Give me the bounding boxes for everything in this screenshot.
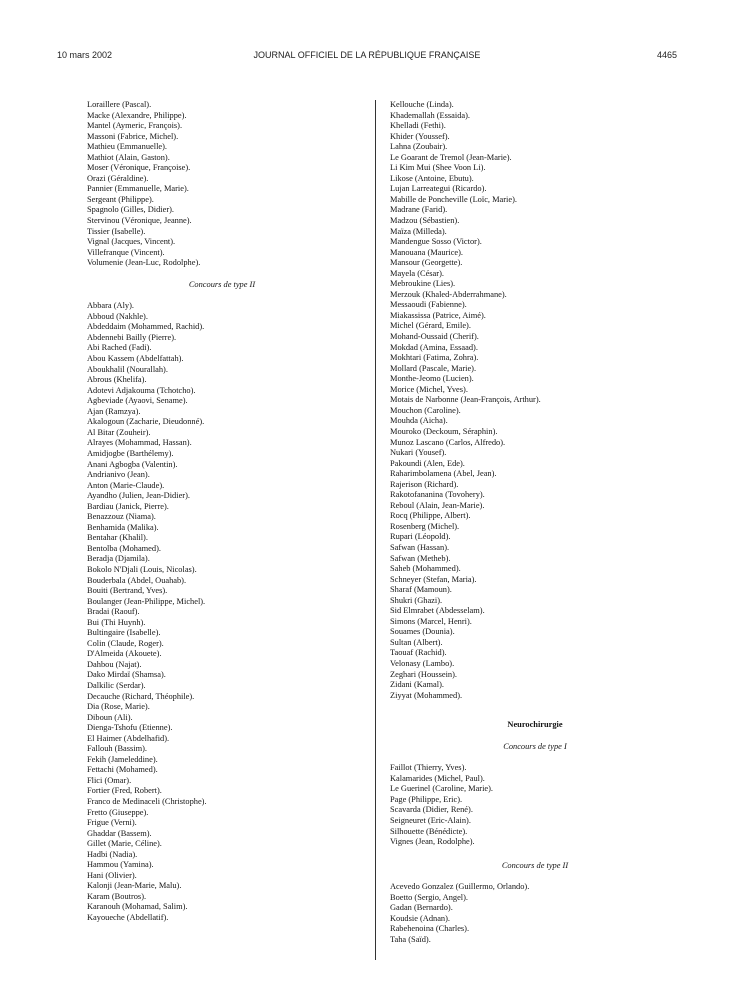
list-item: Mokdad (Amina, Essaad). (390, 342, 478, 352)
list-item: Dalkilic (Serdar). (87, 680, 146, 690)
page-header (57, 50, 677, 66)
list-item: Abrous (Khelifa). (87, 375, 147, 385)
list-item: Dienga-Tshofu (Etienne). (87, 723, 173, 733)
list-item: Boulanger (Jean-Philippe, Michel). (87, 596, 206, 606)
list-item: Anani Agbogba (Valentin). (87, 459, 178, 469)
list-item: Reboul (Alain, Jean-Marie). (390, 500, 485, 510)
list-item: Madrane (Farid). (390, 205, 448, 215)
list-item: Mantel (Aymeric, François). (87, 121, 183, 131)
list-item: Shukri (Ghazi). (390, 595, 443, 605)
list-item: Karam (Boutros). (87, 891, 147, 901)
list-item: Nukari (Yousef). (390, 448, 447, 458)
list-item: Rupari (Léopold). (390, 532, 451, 542)
list-item: Akalogoun (Zacharie, Dieudonné). (87, 417, 205, 427)
list-item: Abou Kassem (Abdelfattah). (87, 354, 184, 364)
list-item: Karanouh (Mohamad, Salim). (87, 902, 188, 912)
list-item: Mohand-Oussaid (Cherif). (390, 332, 479, 342)
list-item: Fallouh (Bassim). (87, 744, 148, 754)
list-item: Messaoudi (Fabienne). (390, 300, 467, 310)
list-item: Kellouche (Linda). (390, 100, 454, 109)
list-item: Dia (Rose, Marie). (87, 702, 150, 712)
list-item: Lahna (Zoubair). (390, 142, 448, 152)
list-item: Likose (Antoine, Ebutu). (390, 173, 474, 183)
list-item: Saheb (Mohammed). (390, 564, 461, 574)
list-item: Motais de Narbonne (Jean-François, Arthur). (390, 395, 541, 405)
list-item: Ghaddar (Bassem). (87, 828, 152, 838)
list-item: Mathieu (Emmanuelle). (87, 142, 168, 152)
list-item: Scavarda (Didier, René). (390, 805, 473, 815)
list-item: Silhouette (Bénédicte). (390, 826, 468, 836)
list-item: Benazzouz (Niama). (87, 512, 156, 522)
list-item: Miakassissa (Patrice, Aimé). (390, 310, 486, 320)
name-list (87, 100, 357, 269)
list-item: Alrayes (Mohammad, Hassan). (87, 438, 192, 448)
list-item: Michel (Gérard, Emile). (390, 321, 471, 331)
list-item: Taouaf (Rachid). (390, 648, 447, 658)
list-item: Mokhtari (Fatima, Zohra). (390, 353, 479, 363)
subheading: Concours de type I (503, 741, 567, 751)
list-item: Souames (Dounia). (390, 627, 455, 637)
list-item: Monthe-Jeomo (Lucien). (390, 374, 474, 384)
list-item: Velonasy (Lambo). (390, 658, 455, 668)
left-column (87, 100, 357, 924)
list-item: Stervinou (Véronique, Jeanne). (87, 216, 192, 226)
list-item: Amidjogbe (Barthélemy). (87, 448, 174, 458)
section-title: Neurochirurgie (507, 720, 563, 730)
list-item: Flici (Omar). (87, 775, 132, 785)
list-item: Simons (Marcel, Henri). (390, 616, 472, 626)
list-item: Khademallah (Essaida). (390, 110, 470, 120)
list-item: Sid Elmrabet (Abdesselam). (390, 606, 485, 616)
list-item: Manouana (Maurice). (390, 247, 464, 257)
list-item: Ajan (Ramzya). (87, 406, 141, 416)
list-item: Schneyer (Stefan, Maria). (390, 574, 477, 584)
list-item: Mayela (César). (390, 268, 444, 278)
list-item: Fortier (Fred, Robert). (87, 786, 162, 796)
list-item: Bokolo N'Djali (Louis, Nicolas). (87, 564, 197, 574)
list-item: Gillet (Marie, Céline). (87, 839, 162, 849)
list-item: Sultan (Albert). (390, 637, 443, 647)
subheading: Concours de type II (188, 279, 256, 289)
list-item: Mansour (Georgette). (390, 258, 463, 268)
list-item: Vignes (Jean, Rodolphe). (390, 837, 475, 847)
list-item: Dahbou (Najat). (87, 659, 142, 669)
list-item: Safwan (Hassan). (390, 542, 450, 552)
list-item: Hadbi (Nadia). (87, 849, 138, 859)
subheading: Concours de type II (501, 860, 569, 870)
column-divider (375, 100, 376, 960)
list-item: Acevedo Gonzalez (Guillermo, Orlando). (390, 882, 530, 892)
list-item: Maïza (Milleda). (390, 226, 447, 236)
list-item: Kalonji (Jean-Marie, Malu). (87, 881, 182, 891)
list-item: Ziyyat (Mohammed). (390, 690, 463, 700)
list-item: Morice (Michel, Yves). (390, 384, 468, 394)
list-item: Colin (Claude, Roger). (87, 638, 164, 648)
header-title: JOURNAL OFFICIEL DE LA RÉPUBLIQUE FRANÇAISE (253, 50, 481, 60)
list-item: Massoni (Fabrice, Michel). (87, 131, 179, 141)
list-item: Mandengue Sosso (Victor). (390, 237, 482, 247)
list-item: Frigue (Verni). (87, 818, 137, 828)
list-item: Vignal (Jacques, Vincent). (87, 237, 176, 247)
list-item: Loraillere (Pascal). (87, 100, 152, 109)
list-item: Li Kim Mui (Shee Voon Li). (390, 163, 486, 173)
list-item: Mouchon (Caroline). (390, 405, 461, 415)
list-item: Hammou (Yamina). (87, 860, 154, 870)
list-item: Munoz Lascano (Carlos, Alfredo). (390, 437, 506, 447)
list-item: Abboud (Nakhle). (87, 311, 148, 321)
list-item: Page (Philippe, Eric). (390, 794, 463, 804)
list-item: Safwan (Metheb). (390, 553, 451, 563)
list-item: Taha (Saïd). (390, 934, 431, 944)
list-item: Rakotofananina (Tovohery). (390, 490, 485, 500)
list-item: Orazi (Géraldine). (87, 173, 149, 183)
list-item: Rocq (Philippe, Albert). (390, 511, 471, 521)
list-item: Bradai (Raouf). (87, 607, 140, 617)
header-date: 10 mars 2002 (57, 50, 113, 60)
list-item: Mathiot (Alain, Gaston). (87, 152, 170, 162)
list-item: Anton (Marie-Claude). (87, 480, 165, 490)
list-item: Mebroukine (Lies). (390, 279, 456, 289)
list-item: Lujan Larreategui (Ricardo). (390, 184, 487, 194)
list-item: El Haimer (Abdelhafid). (87, 733, 170, 743)
list-item: Macke (Alexandre, Philippe). (87, 110, 187, 120)
list-item: Aboukhalil (Nourallah). (87, 364, 168, 374)
list-item: Tissier (Isabelle). (87, 226, 146, 236)
list-item: Pannier (Emmanuelle, Marie). (87, 184, 189, 194)
list-item: Abi Rached (Fadi). (87, 343, 152, 353)
list-item: Faillot (Thierry, Yves). (390, 763, 467, 773)
list-item: Bardiau (Janick, Pierre). (87, 501, 169, 511)
list-item: Ayandho (Julien, Jean-Didier). (87, 491, 190, 501)
list-item: Adotevi Adjakouma (Tchotcho). (87, 385, 196, 395)
name-list (390, 882, 680, 945)
list-item: Zidani (Kamal). (390, 680, 444, 690)
list-item: Koudsie (Adnan). (390, 913, 451, 923)
list-item: Diboun (Ali). (87, 712, 133, 722)
list-item: Merzouk (Khaled-Abderrahmane). (390, 289, 507, 299)
list-item: Rajerison (Richard). (390, 479, 459, 489)
list-item: Bouiti (Bertrand, Yves). (87, 586, 168, 596)
list-item: Seigneuret (Eric-Alain). (390, 816, 471, 825)
list-item: Benhamida (Malika). (87, 522, 159, 532)
list-item: Abdennebi Bailly (Pierre). (87, 332, 177, 342)
list-item: Madzou (Sébastien). (390, 216, 460, 226)
list-item: Bultingaire (Isabelle). (87, 628, 161, 638)
list-item: Hani (Olivier). (87, 870, 137, 880)
list-item: Volumenie (Jean-Luc, Rodolphe). (87, 258, 201, 268)
list-item: Gadan (Bernardo). (390, 903, 453, 913)
list-item: Boetto (Sergio, Angel). (390, 892, 469, 902)
right-column (390, 100, 680, 945)
list-item: Fekih (Jameleddine). (87, 754, 158, 764)
list-item: Sergeant (Philippe). (87, 194, 154, 204)
list-item: Agbeviade (Ayaovi, Sename). (87, 396, 188, 406)
list-item: Le Guerinel (Caroline, Marie). (390, 784, 494, 794)
list-item: Kayoueche (Abdellatif). (87, 913, 169, 923)
list-item: Dako Mirdaï (Shamsa). (87, 670, 166, 680)
list-item: Kalamarides (Michel, Paul). (390, 773, 485, 783)
list-item: Villefranque (Vincent). (87, 247, 165, 257)
list-item: Khider (Youssef). (390, 131, 450, 141)
list-item: Bentolba (Mohamed). (87, 543, 161, 553)
list-item: Abbara (Aly). (87, 301, 134, 311)
list-item: Mouhda (Aicha). (390, 416, 448, 426)
list-item: Moser (Véronique, Françoise). (87, 163, 191, 173)
list-item: Khelladi (Fethi). (390, 121, 446, 131)
list-item: Le Goarant de Tremol (Jean-Marie). (390, 152, 512, 162)
list-item: Abdeddaim (Mohammed, Rachid). (87, 322, 205, 332)
list-item: Andrianivo (Jean). (87, 470, 150, 480)
list-item: Decauche (Richard, Théophile). (87, 691, 195, 701)
list-item: Pakoundi (Alen, Ede). (390, 458, 465, 468)
name-list (390, 100, 680, 701)
list-item: Al Bitar (Zouheir). (87, 427, 151, 437)
list-item: Bui (Thi Huynh). (87, 617, 146, 627)
list-item: Beradja (Djamila). (87, 554, 150, 564)
list-item: Bouderbala (Abdel, Ouahab). (87, 575, 187, 585)
list-item: Franco de Medinaceli (Christophe). (87, 797, 207, 806)
list-item: Spagnolo (Gilles, Didier). (87, 205, 174, 215)
list-item: Fretto (Giuseppe). (87, 807, 149, 817)
list-item: Rabehenoina (Charles). (390, 924, 470, 934)
list-item: Raharimbolamena (Abel, Jean). (390, 469, 497, 479)
name-list (87, 301, 357, 923)
list-item: Sharaf (Mamoun). (390, 585, 452, 595)
list-item: Mollard (Pascale, Marie). (390, 363, 477, 373)
list-item: D'Almeida (Akouete). (87, 649, 162, 659)
header-page-number: 4465 (656, 50, 677, 60)
list-item: Bentahar (Khalil). (87, 533, 148, 543)
list-item: Rosenberg (Michel). (390, 521, 460, 531)
list-item: Zeghari (Houssein). (390, 669, 457, 679)
list-item: Mouroko (Deckoum, Séraphin). (390, 426, 498, 436)
list-item: Fettachi (Mohamed). (87, 765, 158, 775)
name-list (390, 763, 680, 847)
list-item: Mabille de Poncheville (Loïc, Marie). (390, 194, 517, 204)
